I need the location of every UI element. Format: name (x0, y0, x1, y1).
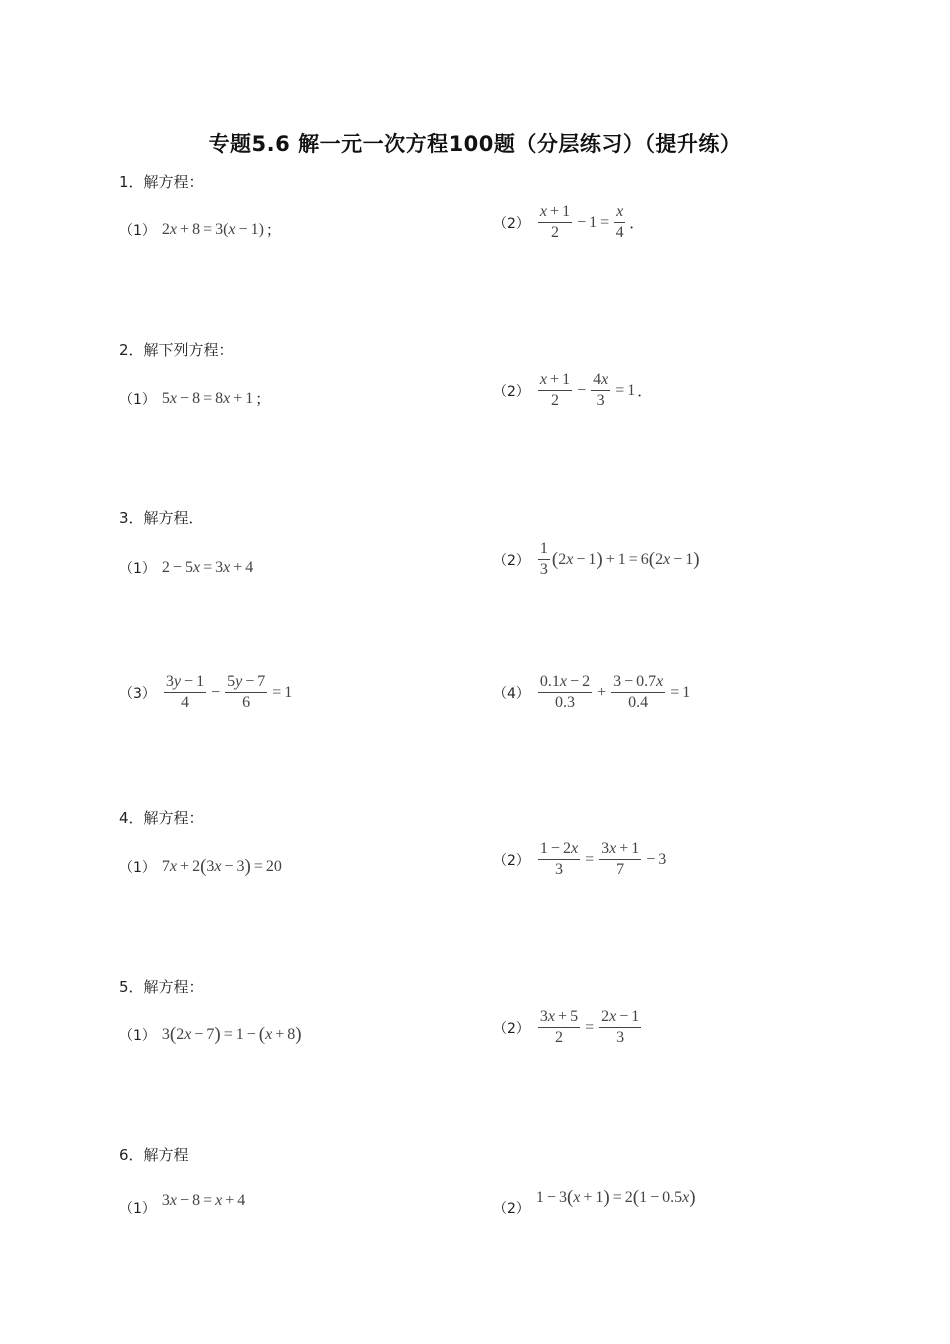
question-4-heading: 4．解方程： (119, 809, 204, 827)
question-6-heading: 6．解方程 (119, 1146, 189, 1164)
q1-part-1-equation: 2 x + 8 = 3 ( x − 1 ) (161, 220, 264, 238)
q4-part-1 (119, 856, 282, 878)
q2-part-2-equation: $\frac{x + 1}{2}$ − $\frac{4x}{3}$ = 1 (539, 371, 636, 409)
q3-part-3-label: （3） (119, 685, 156, 702)
question-5-heading: 5．解方程： (119, 978, 204, 996)
question-2-heading: 2．解下列方程： (119, 341, 234, 359)
q3-part-1 (119, 558, 253, 578)
q5-part-1-label: （1） (119, 1028, 156, 1044)
q2-part-2-label: （2） (493, 383, 530, 400)
q5-part-2-equation: $\frac{3x + 5}{2}$ = $\frac{2x - 1}{3}$ (539, 1008, 640, 1046)
question-3-heading: 3．解方程． (119, 509, 204, 527)
q5-part-2 (493, 1008, 643, 1047)
q2-part-2-punct: ． (637, 382, 653, 400)
q2-part-1-label: （1） (119, 391, 156, 408)
q5-part-1-equation: 3 ( 2 x − 7 ) = 1 − ( x + 8 ) (161, 1024, 302, 1045)
q6-part-1-equation: 3 x − 8 = x + 4 (161, 1192, 246, 1209)
document-title: 专题5.6 解一元一次方程100题（分层练习）（提升练） (208, 132, 742, 156)
q1-part-1-punct: ； (265, 221, 281, 239)
q1-part-2-label: （2） (493, 215, 530, 232)
q2-part-1-equation: 5 x − 8 = 8 x + 1 (161, 389, 254, 407)
q3-part-3-equation: $\frac{3y - 1}{4}$ − $\frac{5y - 7}{6}$ = 1 (165, 673, 293, 711)
q3-part-1-equation: 2 − 5 x = 3 x + 4 (161, 559, 254, 576)
question-1-heading: 1．解方程： (119, 173, 204, 191)
q4-part-1-label: （1） (119, 860, 156, 876)
q5-part-1 (119, 1024, 302, 1046)
q3-part-4-equation: $\frac{0.1x - 2}{0.3}$ + $\frac{3 - 0.7x}{0.4}$ = 1 (539, 673, 691, 711)
q6-part-2-label: （2） (493, 1201, 530, 1217)
q3-part-4-label: （4） (493, 685, 530, 702)
q1-part-1 (119, 219, 281, 240)
q6-part-2 (493, 1178, 696, 1218)
q4-part-2-equation: $\frac{1 - 2x}{3}$ = $\frac{3x + 1}{7}$ − 3 (539, 840, 667, 878)
q4-part-2 (493, 840, 666, 879)
q3-part-4 (493, 673, 690, 712)
q3-part-1-label: （1） (119, 561, 156, 577)
q4-part-2-label: （2） (493, 852, 530, 869)
q1-part-2-punct: ． (629, 214, 645, 232)
q3-part-2-label: （2） (493, 552, 530, 569)
q1-part-1-label: （1） (119, 222, 156, 239)
q2-part-2 (493, 371, 652, 410)
q2-part-1-punct: ； (255, 390, 271, 408)
q3-part-2 (493, 540, 700, 579)
q2-part-1 (119, 388, 270, 409)
q6-part-2-equation: 1 − 3 ( x + 1 ) = 2 ( 1 − 0.5 x ) (535, 1187, 696, 1208)
q4-part-1-equation: 7 x + 2 ( 3 x − 3 ) = 20 (161, 856, 282, 877)
q3-part-3 (119, 673, 292, 712)
q5-part-2-label: （2） (493, 1020, 530, 1037)
q3-part-2-equation: $\frac{1}{3}$ ( 2 x − 1 ) + 1 = 6 ( 2 x − 1 ) (539, 540, 700, 578)
q6-part-1 (119, 1184, 245, 1218)
q1-part-2-equation: $\frac{x + 1}{2}$ − 1 = $\frac{x}{4}$ (539, 203, 624, 241)
q6-part-1-label: （1） (119, 1201, 156, 1217)
q1-part-2 (493, 203, 644, 242)
